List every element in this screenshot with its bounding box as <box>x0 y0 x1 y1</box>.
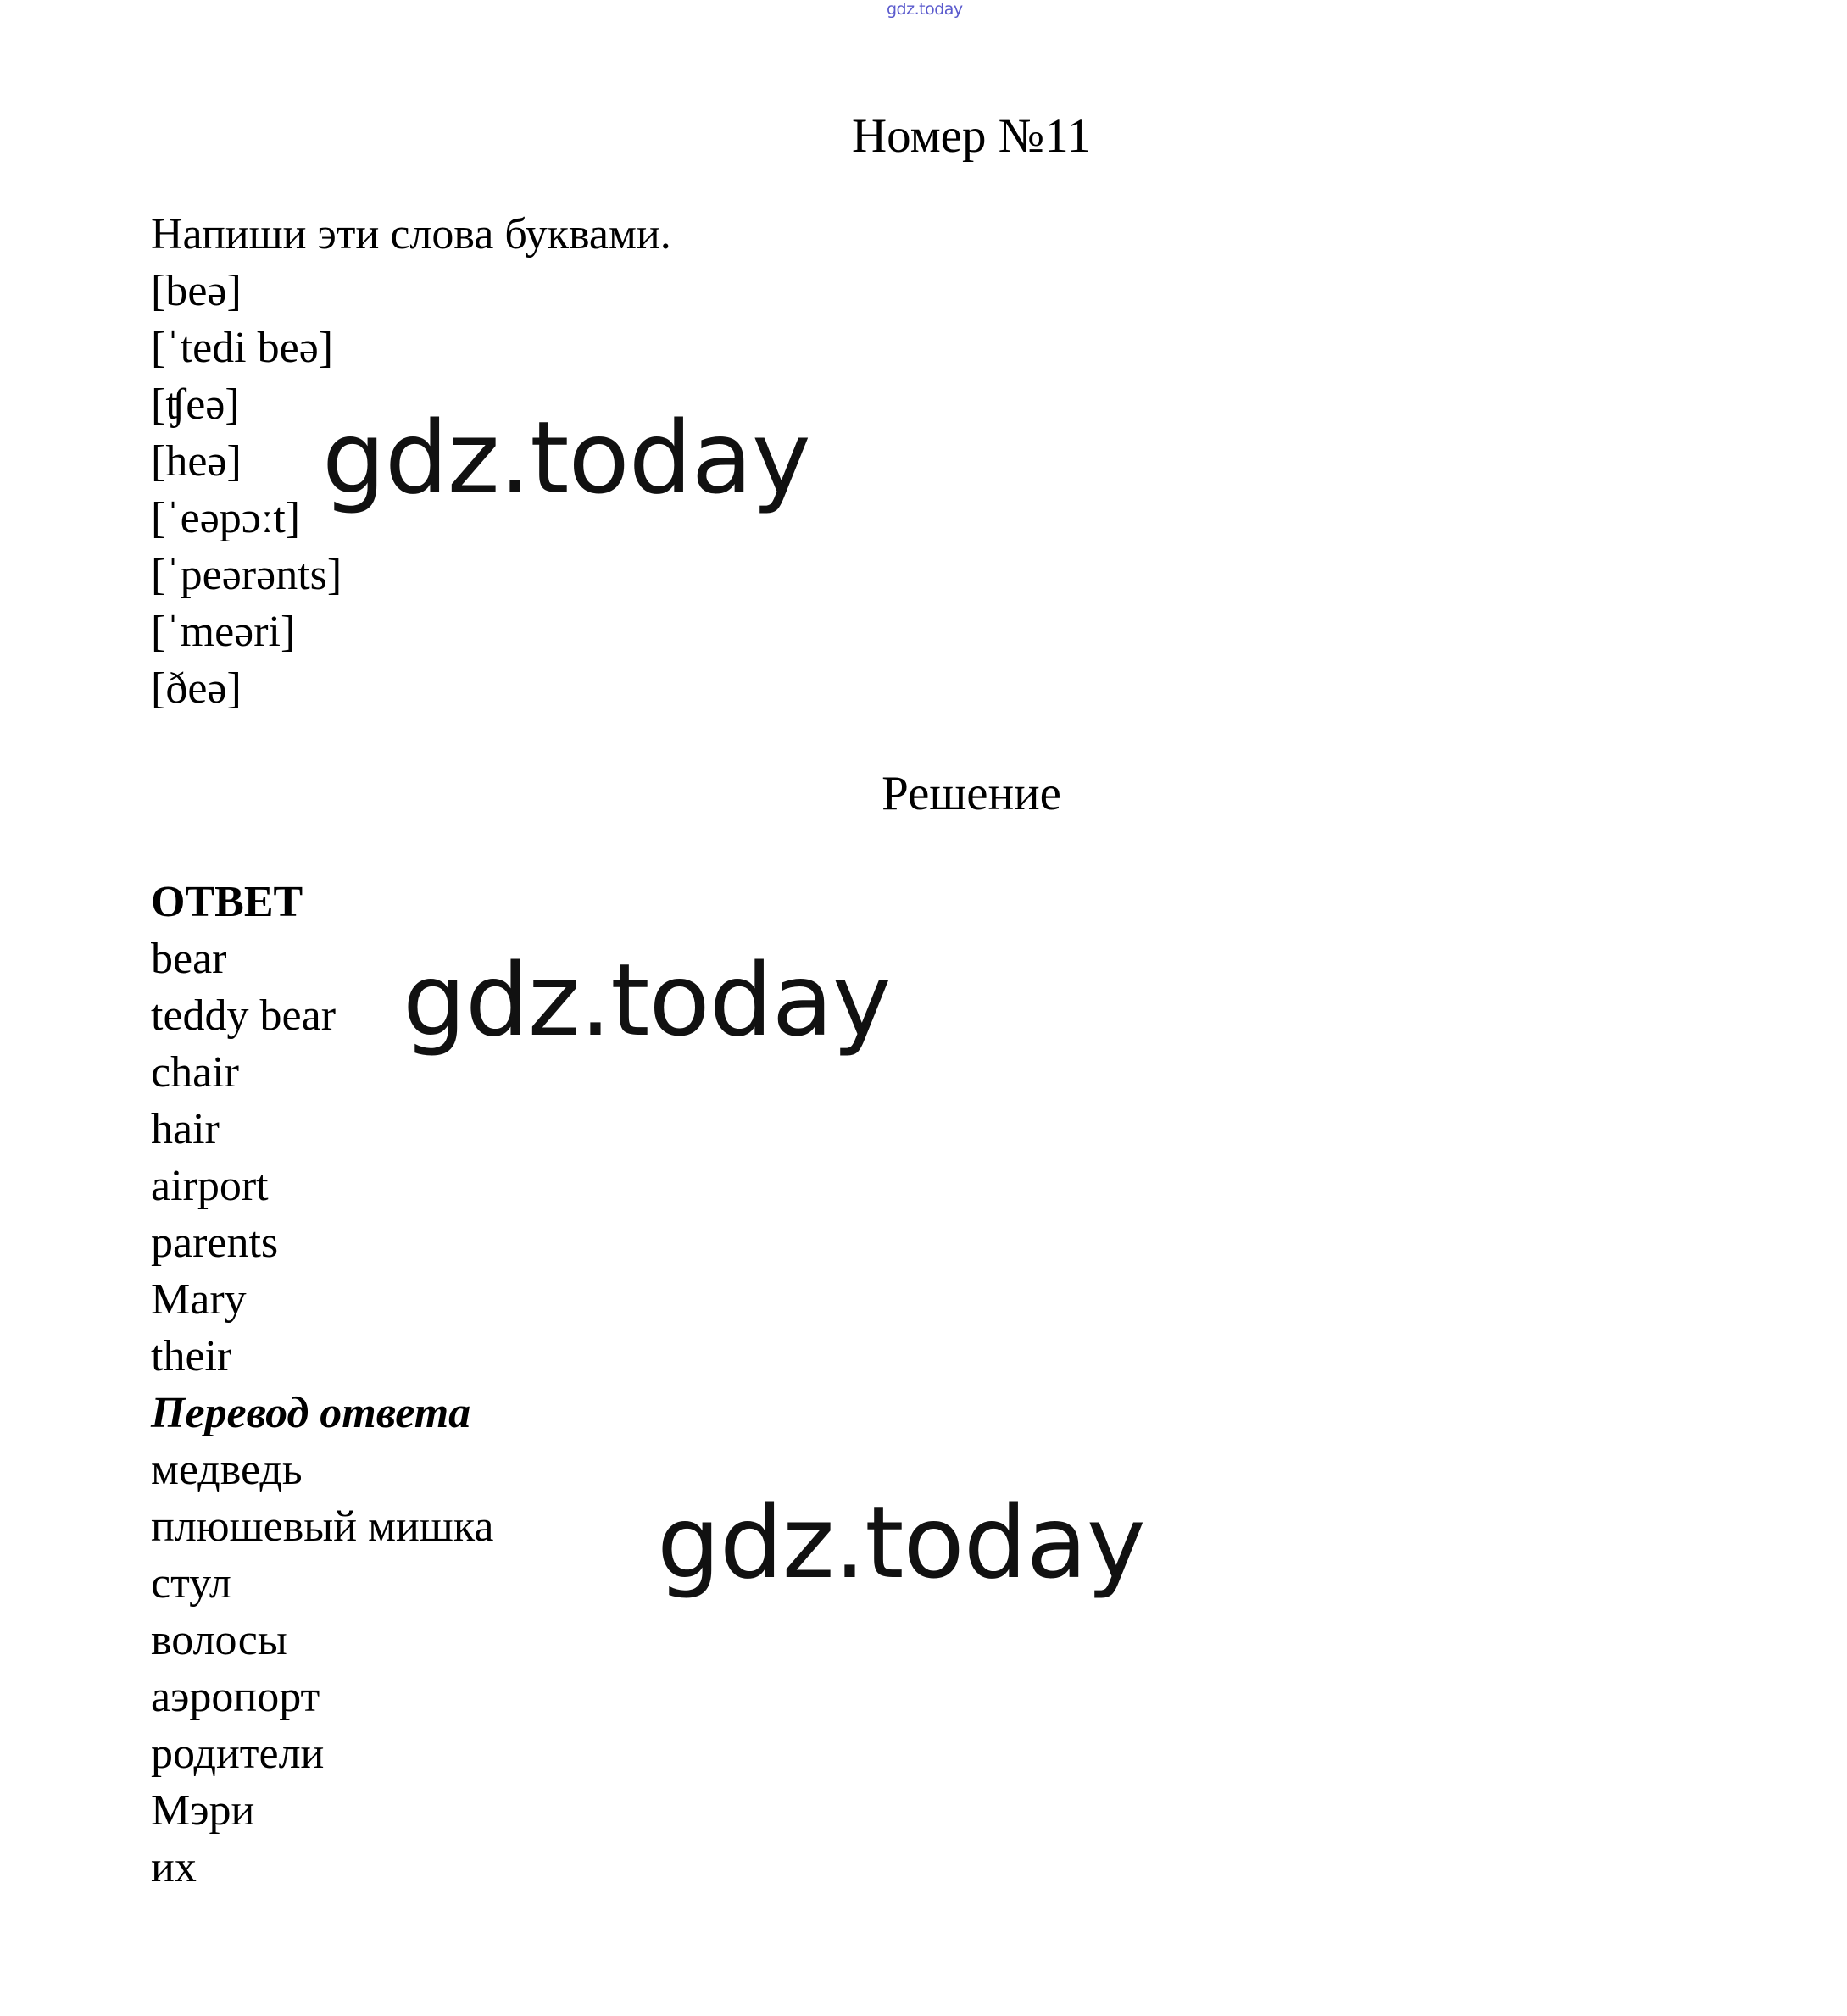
answer-word: chair <box>151 1048 239 1097</box>
watermark: gdz.today <box>657 1484 1145 1601</box>
page-title: Номер №11 <box>852 109 1091 163</box>
answer-word: airport <box>151 1162 269 1210</box>
watermark: gdz.today <box>322 399 810 516</box>
translation-word: их <box>151 1843 197 1891</box>
translation-word: медведь <box>151 1446 303 1494</box>
translation-word: стул <box>151 1559 231 1608</box>
translation-word: Мэри <box>151 1786 255 1835</box>
transcription-item: [ˈmeəri] <box>151 608 296 656</box>
top-watermark: gdz.today <box>887 0 963 19</box>
transcription-item: [beə] <box>151 267 242 315</box>
transcription-item: [ˈtedi beə] <box>151 324 334 372</box>
translation-word: аэропорт <box>151 1673 320 1721</box>
answer-heading: ОТВЕТ <box>151 878 303 926</box>
transcription-item: [ˈeəpɔːt] <box>151 494 301 542</box>
watermark: gdz.today <box>403 941 891 1058</box>
translation-word: волосы <box>151 1616 287 1664</box>
transcription-item: [ʧeə] <box>151 380 240 429</box>
solution-title: Решение <box>882 767 1061 820</box>
translation-word: родители <box>151 1730 325 1778</box>
transcription-item: [ðeə] <box>151 664 242 713</box>
answer-word: bear <box>151 935 227 983</box>
answer-word: their <box>151 1332 232 1380</box>
transcription-item: [heə] <box>151 437 242 486</box>
translation-heading: Перевод ответа <box>151 1389 471 1437</box>
answer-word: hair <box>151 1105 220 1153</box>
task-instruction: Напиши эти слова буквами. <box>151 210 671 258</box>
translation-word: плюшевый мишка <box>151 1502 494 1551</box>
answer-word: teddy bear <box>151 991 337 1040</box>
transcription-item: [ˈpeərənts] <box>151 551 342 599</box>
answer-word: parents <box>151 1219 279 1267</box>
answer-word: Mary <box>151 1275 247 1324</box>
